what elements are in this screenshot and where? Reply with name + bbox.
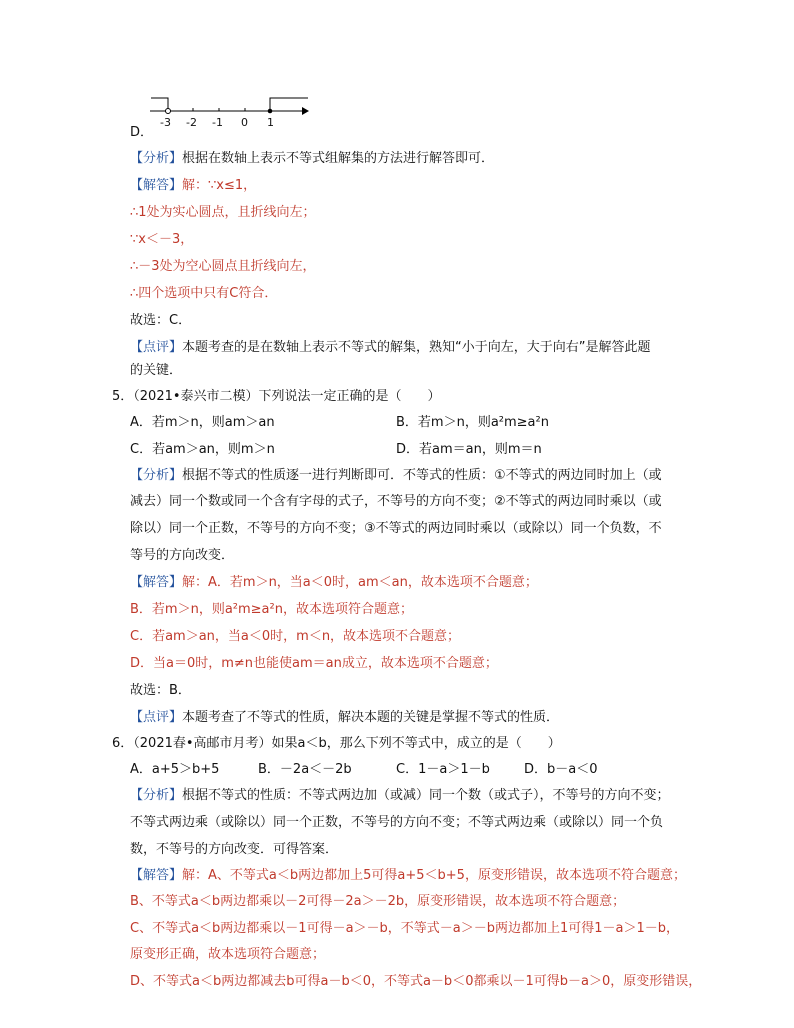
q4-answer-line: ∴1处为实心圆点，且折线向左； <box>130 205 316 220</box>
q6-stem: 6．（2021春•高邮市月考）如果a＜b，那么下列不等式中，成立的是（ ） <box>112 736 561 751</box>
tick-label: -1 <box>212 116 223 129</box>
q6-analysis-cont: 不等式两边乘（或除以）同一个正数，不等号的方向不变；不等式两边乘（或除以）同一个负 <box>130 815 664 830</box>
tick-label: 1 <box>267 116 274 129</box>
q4-comment-cont: 的关键． <box>130 363 183 378</box>
analysis-text: 根据不等式的性质逐一进行判断即可．不等式的性质：①不等式的两边同时加上（或 <box>182 468 662 483</box>
q6-answer-line: 原变形正确，故本选项符合题意； <box>130 947 326 962</box>
q5-analysis-cont: 减去）同一个数或同一个含有字母的式子，不等号的方向不变；②不等式的两边同时乘以（或 <box>130 494 662 509</box>
q5-stem: 5．（2021•泰兴市二模）下列说法一定正确的是（ ） <box>112 389 441 404</box>
q4-analysis <box>130 150 494 168</box>
q5-answer-line: C．若am＞an，当a＜0时，m＜n，故本选项不合题意； <box>130 629 461 644</box>
q6-option-b: B．－2a＜－2b <box>258 762 352 777</box>
q4-comment <box>130 339 651 357</box>
q5-answer-line: B．若m＞n，则a²m≥a²n，故本选项符合题意； <box>130 602 413 617</box>
q6-answer-line: D、不等式a＜b两边都减去b可得a－b＜0，不等式a－b＜0都乘以－1可得b－a＞0，原变形错误， <box>130 974 702 989</box>
answer-tag: 【解答】 <box>130 178 183 193</box>
q5-analysis <box>130 467 662 485</box>
q6-option-a: A．a+5＞b+5 <box>130 762 220 777</box>
q6-option-c: C．1－a＞1－b <box>396 762 490 777</box>
left-bracket <box>151 98 168 111</box>
q6-answer-line: C、不等式a＜b两边都乘以－1可得－a＞－b，不等式－a＞－b两边都加上1可得1－a＞1－b， <box>130 921 680 936</box>
q5-answer <box>130 574 538 592</box>
answer-tag: 【解答】 <box>130 868 183 883</box>
analysis-tag: 【分析】 <box>130 788 183 803</box>
tick-label: -3 <box>160 116 171 129</box>
q6-answer-line: B、不等式a＜b两边都乘以－2可得－2a＞－2b，原变形错误，故本选项不符合题意； <box>130 894 626 909</box>
q4-answer-line <box>130 177 256 195</box>
option-d-label: D． <box>130 125 154 140</box>
q6-analysis-cont: 数，不等号的方向改变．可得答案． <box>130 842 339 857</box>
q5-option-d: D．若am＝an，则m＝n <box>396 442 542 457</box>
q5-option-c: C．若am＞an，则m＞n <box>130 442 275 457</box>
q6-answer <box>130 867 686 885</box>
q5-option-b: B．若m＞n，则a²m≥a²n <box>396 415 549 430</box>
number-line-arrow <box>302 107 309 115</box>
solid-point-1 <box>268 109 273 114</box>
q5-option-a: A．若m＞n，则am＞an <box>130 415 275 430</box>
q6-option-d: D．b－a＜0 <box>524 762 598 777</box>
comment-text: 本题考查的是在数轴上表示不等式的解集，熟知“小于向左，大于向右”是解答此题 <box>182 340 651 355</box>
q6-analysis <box>130 787 670 805</box>
comment-tag: 【点评】 <box>130 340 183 355</box>
q4-answer-line: ∴四个选项中只有C符合． <box>130 286 278 301</box>
q5-analysis-cont: 除以）同一个正数，不等号的方向不变；③不等式的两边同时乘以（或除以）同一个负数，不 <box>130 521 662 536</box>
comment-tag: 【点评】 <box>130 710 183 725</box>
tick-label: 0 <box>241 116 248 129</box>
analysis-text: 根据不等式的性质：不等式两边加（或减）同一个数（或式子），不等号的方向不变； <box>182 788 670 803</box>
tick-label: -2 <box>186 116 197 129</box>
q5-comment <box>130 709 559 727</box>
answer-tag: 【解答】 <box>130 575 183 590</box>
q4-answer-line: ∵x＜－3， <box>130 232 194 247</box>
answer-text: 解：∵x≤1， <box>182 178 257 193</box>
number-line-figure <box>0 0 794 140</box>
q4-choose: 故选：C． <box>130 313 192 328</box>
analysis-tag: 【分析】 <box>130 151 183 166</box>
q5-analysis-cont: 等号的方向改变． <box>130 548 235 563</box>
q5-answer-line: D．当a＝0时，m≠n也能使am＝an成立，故本选项不合题意； <box>130 656 498 671</box>
comment-text: 本题考查了不等式的性质，解决本题的关键是掌握不等式的性质． <box>182 710 560 725</box>
answer-text: 解：A．若m＞n，当a＜0时，am＜an，故本选项不合题意； <box>182 575 538 590</box>
analysis-tag: 【分析】 <box>130 468 183 483</box>
hollow-point-minus-3 <box>166 109 171 114</box>
answer-text: 解：A、不等式a＜b两边都加上5可得a+5＜b+5，原变形错误，故本选项不符合题意； <box>182 868 686 883</box>
q4-answer-line: ∴－3处为空心圆点且折线向左， <box>130 259 316 274</box>
q5-choose: 故选：B． <box>130 683 191 698</box>
analysis-text: 根据在数轴上表示不等式组解集的方法进行解答即可． <box>182 151 495 166</box>
